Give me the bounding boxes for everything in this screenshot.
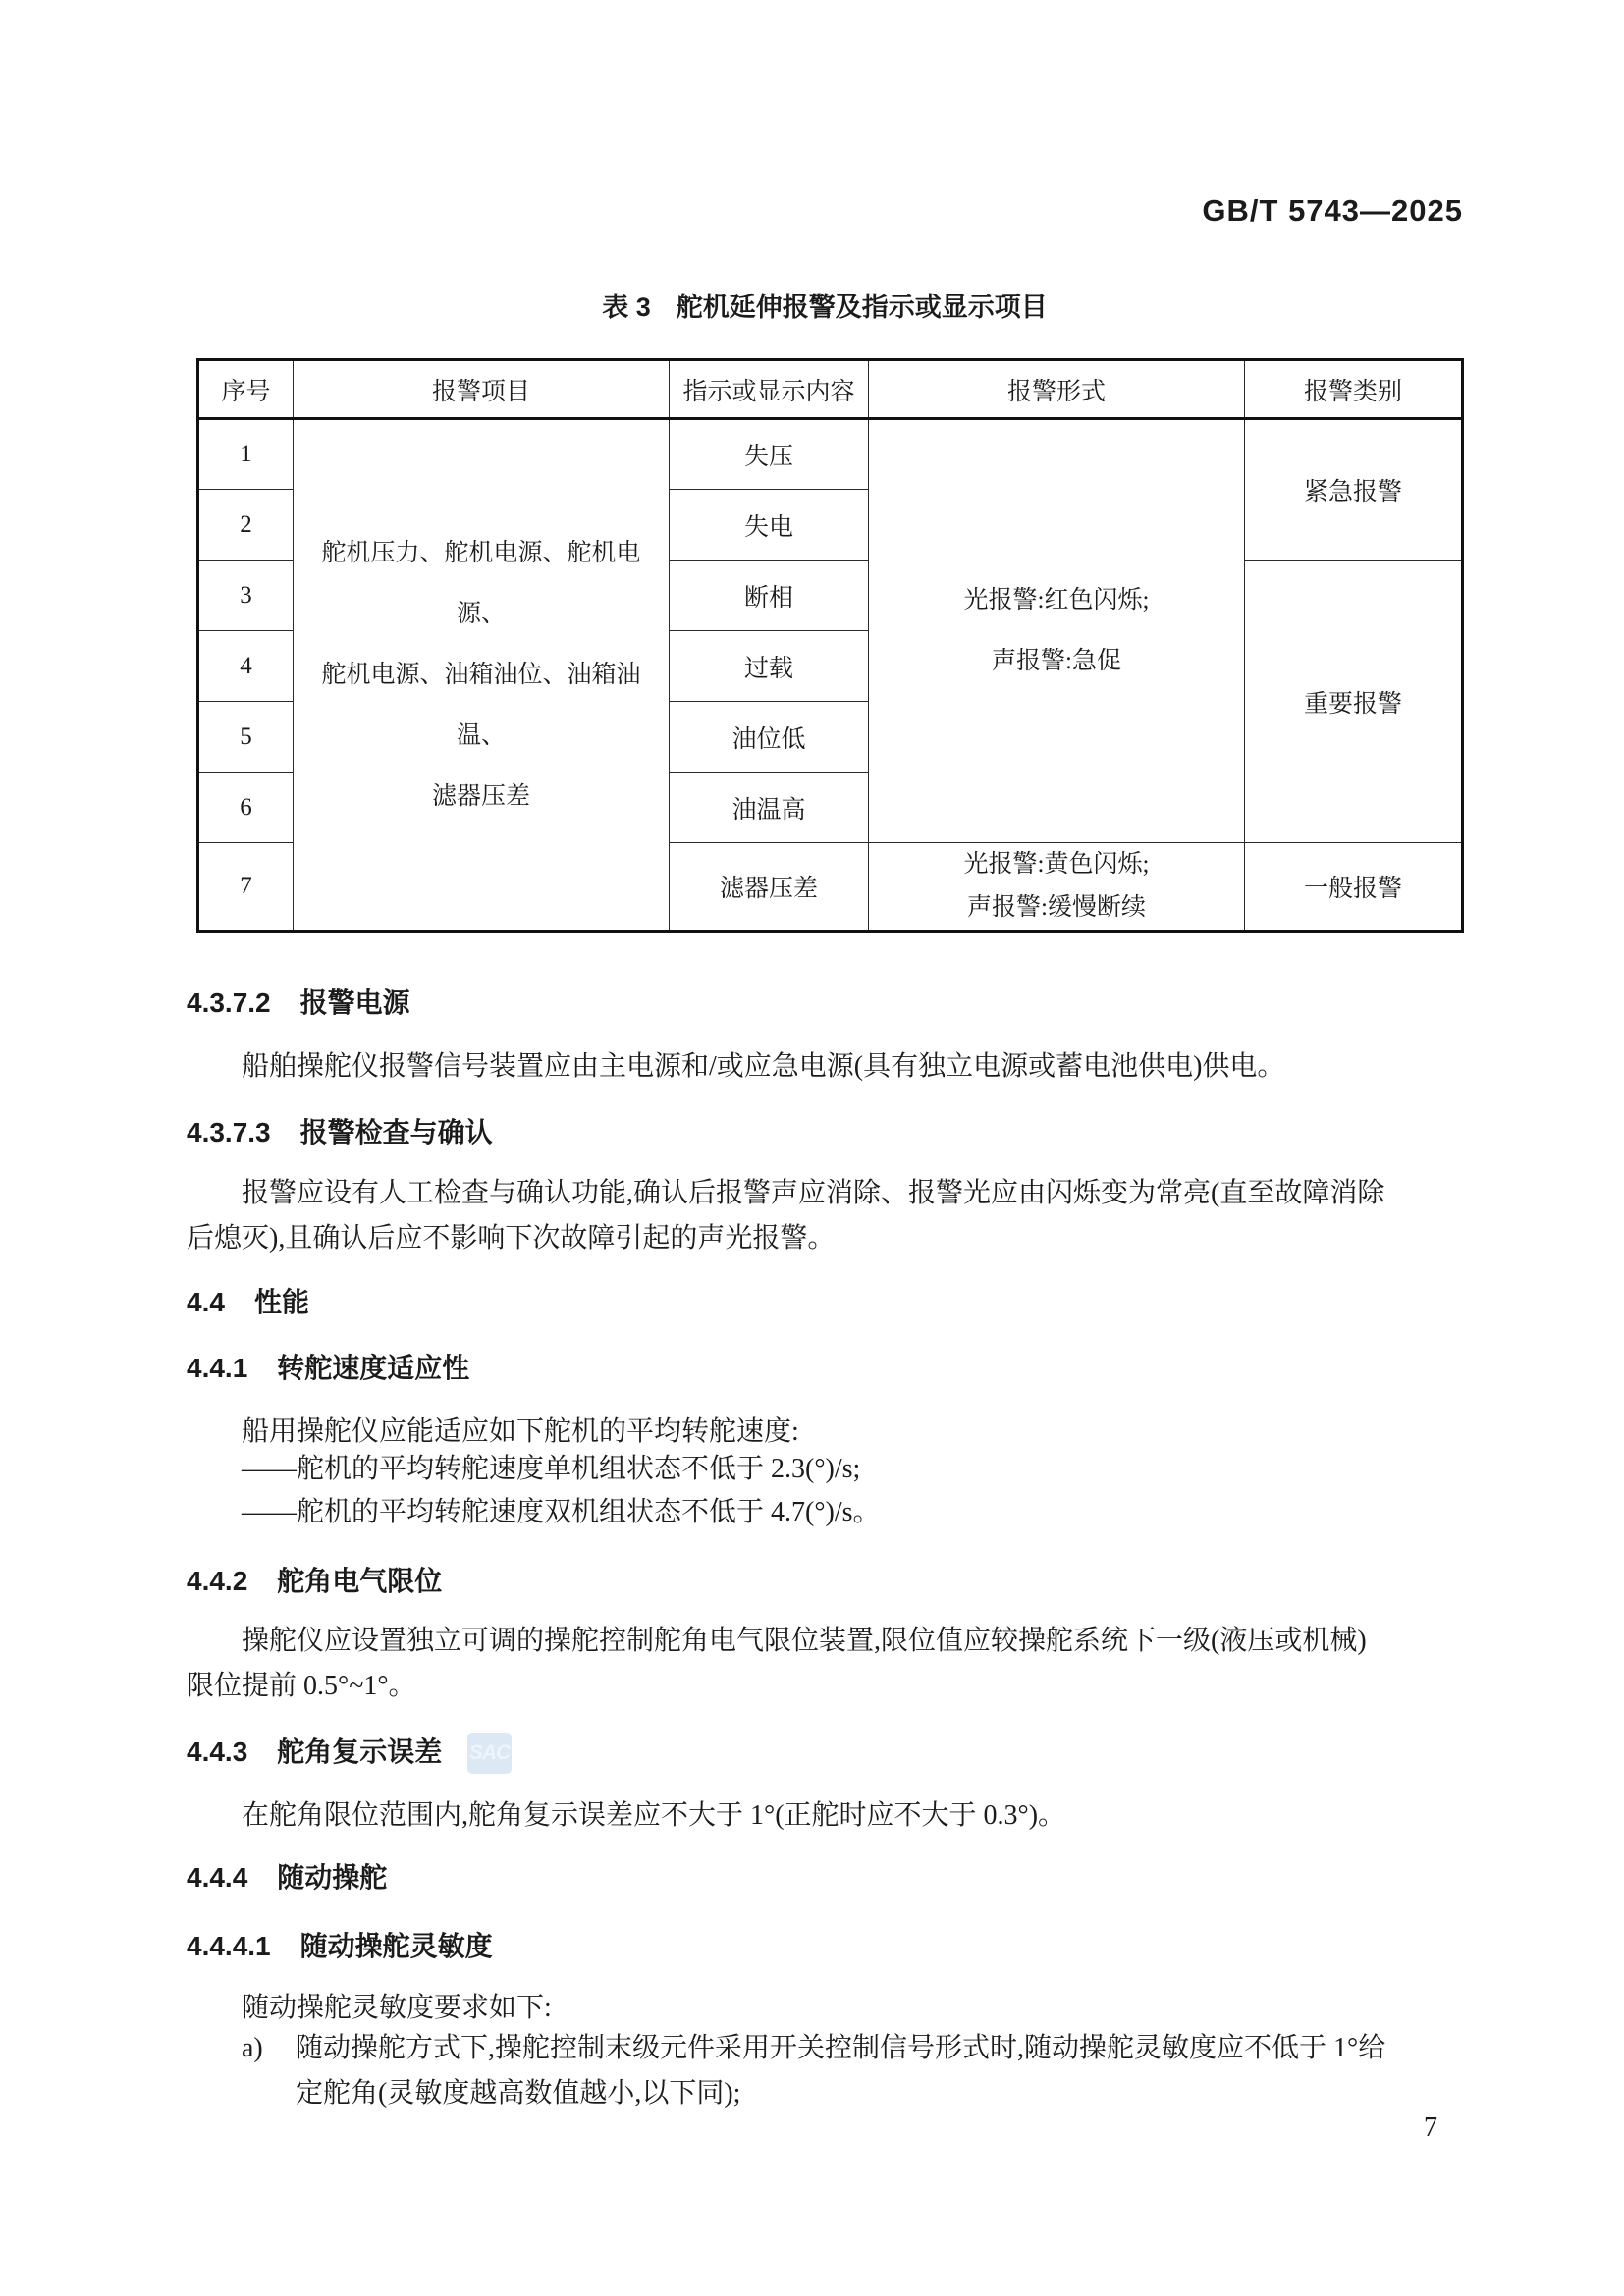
cell-category-general: 一般报警 bbox=[1245, 843, 1463, 932]
paragraph: 船用操舵仪应能适应如下舵机的平均转舵速度: bbox=[242, 1416, 799, 1447]
col-header-alarm-form: 报警形式 bbox=[869, 360, 1245, 419]
table-header-row bbox=[198, 360, 1463, 419]
cell-seq: 2 bbox=[198, 490, 294, 561]
section-heading-4.3.7.3: 4.3.7.3 报警检查与确认 bbox=[187, 1117, 493, 1148]
cell-alarm-form-row7: 光报警:黄色闪烁; 声报警:缓慢断续 bbox=[869, 843, 1245, 932]
cell-seq: 7 bbox=[198, 843, 294, 932]
cell-category-urgent: 紧急报警 bbox=[1245, 419, 1463, 561]
table-title bbox=[187, 286, 1463, 324]
cell-seq: 1 bbox=[198, 419, 294, 490]
list-item-label: a) bbox=[242, 2033, 263, 2063]
dash-list-item: ——舵机的平均转舵速度双机组状态不低于 4.7(°)/s。 bbox=[242, 1497, 881, 1527]
cell-seq: 5 bbox=[198, 702, 294, 773]
section-heading-4.4.2: 4.4.2 舵角电气限位 bbox=[187, 1566, 443, 1596]
section-heading-4.4.3: 4.4.3 舵角复示误差 bbox=[187, 1736, 443, 1767]
cell-display: 油温高 bbox=[670, 773, 869, 843]
doc-standard-number: GB/T 5743—2025 bbox=[1202, 193, 1463, 228]
cell-alarm-form-main: 光报警:红色闪烁; 声报警:急促 bbox=[869, 419, 1245, 843]
paragraph: 在舵角限位范围内,舵角复示误差应不大于 1°(正舵时应不大于 0.3°)。 bbox=[242, 1800, 1066, 1831]
cell-display: 过载 bbox=[670, 631, 869, 702]
cell-display: 失电 bbox=[670, 490, 869, 561]
paragraph: 操舵仪应设置独立可调的操舵控制舵角电气限位装置,限位值应较操舵系统下一级(液压或机械) 限位提前 0.5°~1°。 bbox=[187, 1626, 1367, 1701]
section-heading-4.4.1: 4.4.1 转舵速度适应性 bbox=[187, 1353, 470, 1383]
table-row bbox=[198, 419, 1463, 490]
col-header-seq: 序号 bbox=[198, 360, 294, 419]
cell-seq: 3 bbox=[198, 561, 294, 631]
table-caption: 舵机延伸报警及指示或显示项目 bbox=[676, 293, 1048, 322]
paragraph: 随动操舵灵敏度要求如下: bbox=[242, 1993, 552, 2023]
section-heading-4.4.4: 4.4.4 随动操舵 bbox=[187, 1862, 388, 1893]
table-label: 表 3 bbox=[602, 293, 651, 322]
cell-alarm-item: 舵机压力、舵机电源、舵机电源、 舵机电源、油箱油位、油箱油温、 滤器压差 bbox=[294, 419, 670, 932]
section-heading-4.3.7.2: 4.3.7.2 报警电源 bbox=[187, 988, 410, 1018]
cell-display: 失压 bbox=[670, 419, 869, 490]
col-header-alarm-category: 报警类别 bbox=[1245, 360, 1463, 419]
paragraph: 报警应设有人工检查与确认功能,确认后报警声应消除、报警光应由闪烁变为常亮(直至故障消除 后熄灭),且确认后应不影响下次故障引起的声光报警。 bbox=[187, 1178, 1385, 1254]
cell-category-important: 重要报警 bbox=[1245, 561, 1463, 843]
dash-list-item: ——舵机的平均转舵速度单机组状态不低于 2.3(°)/s; bbox=[242, 1454, 861, 1484]
lettered-list-item-a bbox=[187, 2026, 1465, 2116]
section-heading-4.4: 4.4 性能 bbox=[187, 1287, 309, 1317]
sac-watermark-logo: SAC bbox=[467, 1733, 512, 1774]
cell-display: 滤器压差 bbox=[670, 843, 869, 932]
cell-display: 油位低 bbox=[670, 702, 869, 773]
col-header-alarm-item: 报警项目 bbox=[294, 360, 670, 419]
paragraph: 船舶操舵仪报警信号装置应由主电源和/或应急电源(具有独立电源或蓄电池供电)供电。 bbox=[242, 1051, 1285, 1082]
section-heading-4.4.4.1: 4.4.4.1 随动操舵灵敏度 bbox=[187, 1931, 493, 1961]
col-header-display-content: 指示或显示内容 bbox=[670, 360, 869, 419]
alarm-table bbox=[196, 358, 1464, 933]
cell-seq: 6 bbox=[198, 773, 294, 843]
page-number: 7 bbox=[1424, 2112, 1437, 2143]
cell-seq: 4 bbox=[198, 631, 294, 702]
cell-display: 断相 bbox=[670, 561, 869, 631]
list-item-text: 随动操舵方式下,操舵控制末级元件采用开关控制信号形式时,随动操舵灵敏度应不低于 1°给 定舵角(灵敏度越高数值越小,以下同); bbox=[296, 2033, 1386, 2109]
